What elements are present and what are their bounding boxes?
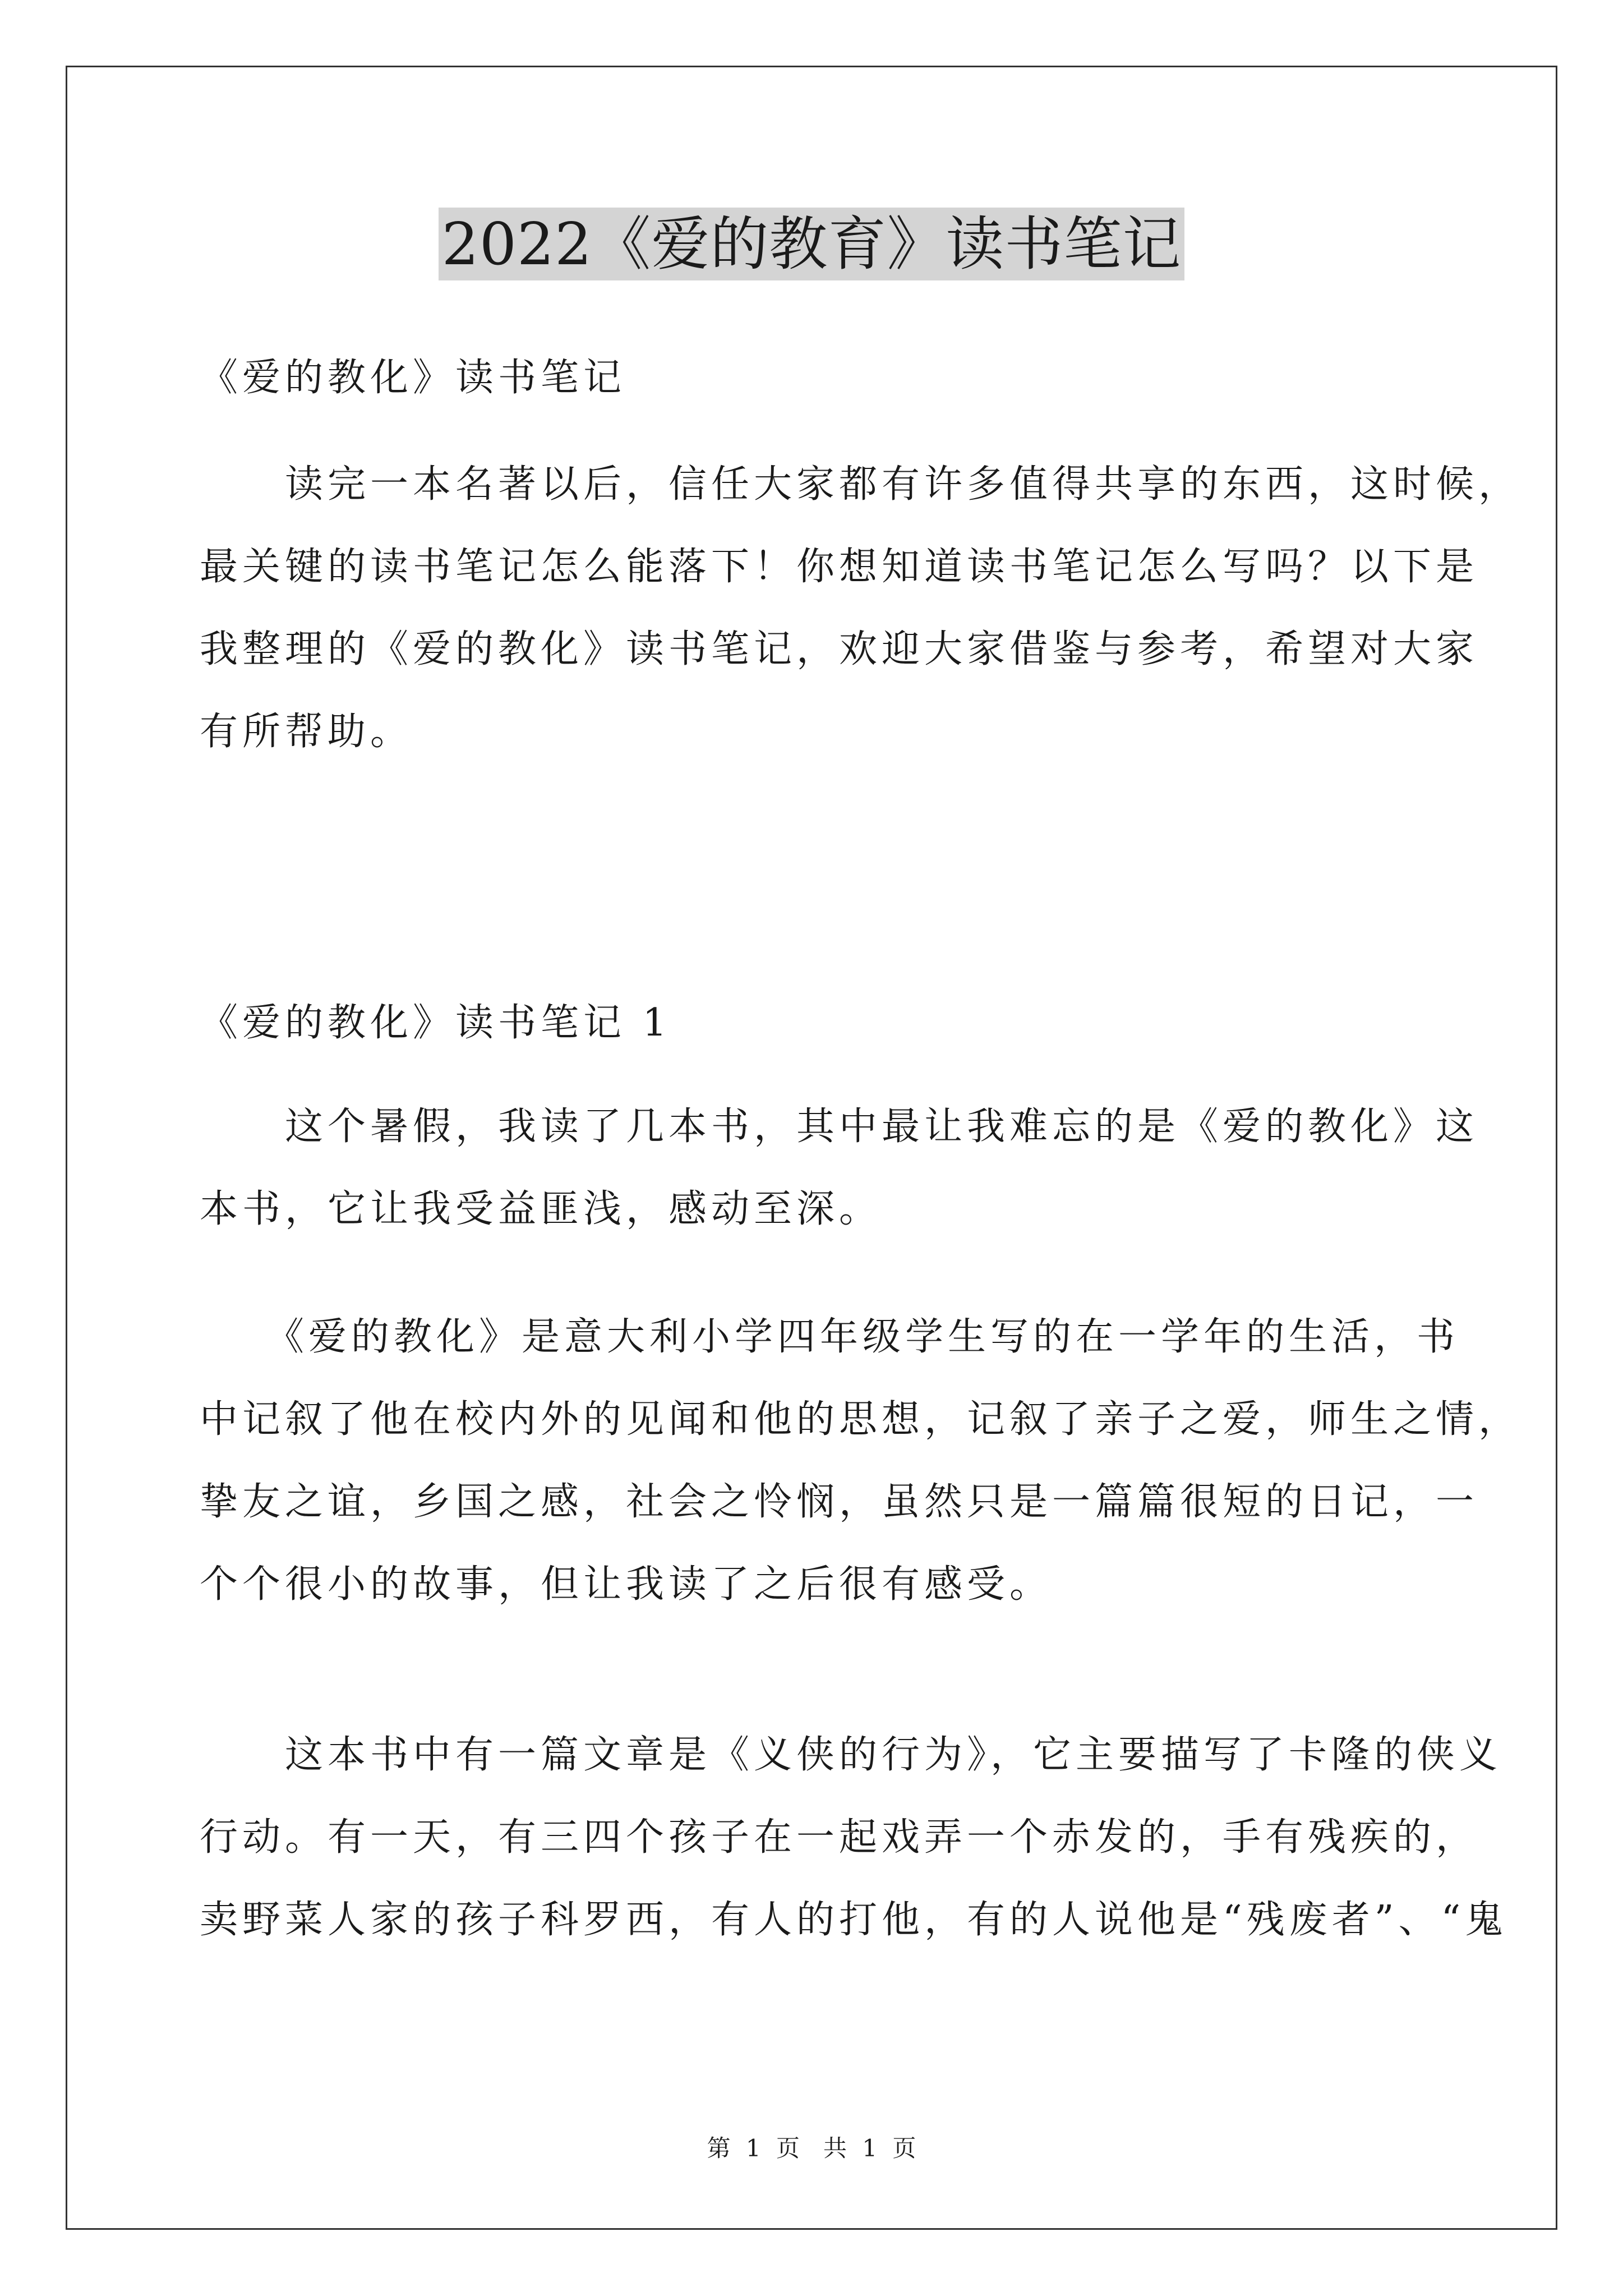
page-footer [0, 2132, 1623, 2165]
heading-1 [200, 337, 1433, 419]
paragraph-1 [200, 1085, 1479, 1250]
paragraph-line: 个个很小的故事，但让我读了之后很有感受。 [200, 1562, 1053, 1607]
heading-2 [200, 982, 1433, 1064]
paragraph-line: 读完一本名著以后，信任大家都有许多值得共享的东西，这时候， [200, 462, 1521, 507]
paragraph-line: 最关键的读书笔记怎么能落下！你想知道读书笔记怎么写吗？以下是 [200, 545, 1479, 589]
heading-text: 《爱的教化》读书笔记 1 [200, 1001, 671, 1045]
paragraph-line: 这本书中有一篇文章是《义侠的行为》，它主要描写了卡隆的侠义 [200, 1733, 1502, 1777]
paragraph-line: 有所帮助。 [200, 710, 413, 754]
paragraph-line: 挚友之谊，乡国之感，社会之怜悯，虽然只是一篇篇很短的日记，一 [200, 1480, 1479, 1524]
paragraph-line: 行动。有一天，有三四个孩子在一起戏弄一个赤发的，手有残疾的， [200, 1815, 1479, 1860]
heading-text: 《爱的教化》读书笔记 [200, 356, 626, 400]
paragraph-2 [200, 1296, 1521, 1626]
paragraph-line: 中记叙了他在校内外的见闻和他的思想，记叙了亲子之爱，师生之情， [200, 1397, 1521, 1442]
page-number: 第 1 页 共 1 页 [707, 2134, 916, 2162]
title-container [0, 208, 1623, 280]
paragraph-line: 这个暑假，我读了几本书，其中最让我难忘的是《爱的教化》这 [200, 1105, 1479, 1149]
document-title: 2022《爱的教育》读书笔记 [439, 208, 1185, 280]
paragraph-line: 我整理的《爱的教化》读书笔记，欢迎大家借鉴与参考，希望对大家 [200, 627, 1479, 671]
intro-paragraph [200, 443, 1521, 773]
paragraph-line: 卖野菜人家的孩子科罗西，有人的打他，有的人说他是“残废者”、“鬼 [200, 1898, 1508, 1942]
paragraph-3 [200, 1714, 1508, 1961]
paragraph-line: 《爱的教化》是意大利小学四年级学生写的在一学年的生活，书 [200, 1315, 1460, 1359]
paragraph-line: 本书，它让我受益匪浅，感动至深。 [200, 1187, 882, 1231]
